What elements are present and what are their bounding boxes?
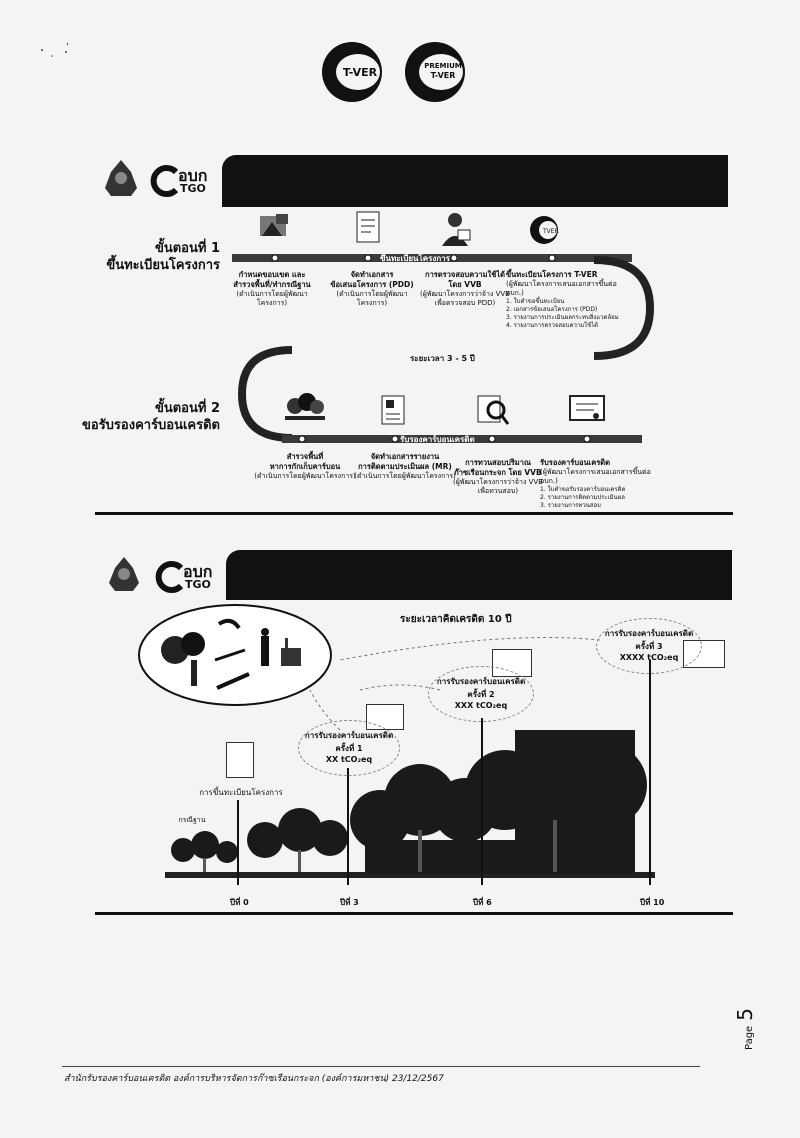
survey-icon: [258, 212, 290, 246]
section1-bottom-rule: [95, 512, 733, 515]
report-icon: [380, 394, 408, 430]
step1-label: ขั้นตอนที่ 1 ขึ้นทะเบียนโครงการ: [106, 241, 220, 273]
certificate-icon: [568, 394, 606, 428]
registration-label: การขึ้นทะเบียนโครงการ: [199, 788, 283, 797]
year-label: ปีที่ 6: [473, 898, 492, 907]
tgo-logo: อบก TGO: [150, 164, 230, 198]
step2-item-certification: รับรองคาร์บอนเครดิต (ผู้พัฒนาโครงการเสนอเอกสารขึ้นต่อ อบก.) 1. ใบคำขอรับรองคาร์บอนเครดิต 2. รายงานการติดตามประเมินผล 3. รายงานการทวนสอบ: [540, 458, 651, 509]
svg-text:TVER: TVER: [543, 228, 559, 235]
premium-tver-logo: PREMIUM T-VER: [405, 42, 465, 102]
crediting-period-title: ระยะเวลาคิดเครดิต 10 ปี: [400, 614, 512, 625]
page-number: Page 5: [733, 1007, 757, 1050]
step2-item-monitoring: จัดทำเอกสารรายงาน การติดตามประเมินผล (MR) (ดำเนินการโดยผู้พัฒนาโครงการ): [354, 452, 456, 480]
step1-item-validation: การตรวจสอบความใช้ได้ โดย VVB (ผู้พัฒนาโครงการว่าจ้าง VVB เพื่อตรวจสอบ PDD): [420, 270, 510, 307]
year-label: ปีที่ 10: [640, 898, 665, 907]
cert-bubble-1: การรับรองคาร์บอนเครดิต ครั้งที่ 1 XX tCO₂eq: [298, 720, 400, 776]
step1-item-pdd: จัดทำเอกสาร ข้อเสนอโครงการ (PDD) (ดำเนินการโดยผู้พัฒนาโครงการ): [330, 270, 414, 307]
step2-item-survey: สำรวจพื้นที่ หาการกักเก็บคาร์บอน (ดำเนินการโดยผู้พัฒนาโครงการ): [254, 452, 356, 480]
year-label: ปีที่ 3: [340, 898, 359, 907]
step1-ribbon-label: ขึ้นทะเบียนโครงการ: [380, 254, 450, 263]
tver-badge-icon: [528, 214, 560, 250]
thai-emblem-icon: [103, 158, 139, 202]
document-icon: [355, 210, 383, 248]
registration-document: [226, 742, 254, 778]
cert-bubble-3: การรับรองคาร์บอนเครดิต ครั้งที่ 3 XXXX tCO₂eq: [596, 618, 702, 674]
baseline-label: กรณีฐาน: [178, 816, 206, 824]
footer-credit: สำนักรับรองคาร์บอนเครดิต องค์การบริหารจัดการก๊าซเรือนกระจก (องค์การมหาชน) 23/12/2567: [64, 1074, 444, 1084]
section2-banner: [226, 550, 732, 600]
section1-banner: [222, 155, 728, 207]
magnifier-icon: [476, 394, 510, 430]
tver-logo: T-VER: [322, 42, 382, 102]
step1-item-registration: ขึ้นทะเบียนโครงการ T-VER (ผู้พัฒนาโครงการเสนอเอกสารขึ้นต่อ อบก.) 1. ใบคำขอขึ้นทะเบียน 2. เอกสารข้อเสนอโครงการ (PDD) 3. รายงานการประเมินผลกระทบสิ่งแวดล้อม 4. รายงานการตรวจสอบความใช้ได้: [506, 270, 619, 329]
step2-ribbon-label: รับรองคาร์บอนเครดิต: [400, 435, 475, 444]
year-label: ปีที่ 0: [230, 898, 249, 907]
footer-rule: [62, 1066, 700, 1067]
tgo-logo: อบก TGO: [155, 560, 235, 594]
scan-specks: [38, 38, 68, 58]
auditor-icon: [438, 210, 472, 250]
step1-item-scope: กำหนดขอบเขต และ สำรวจพื้นที่/ทำกรณีฐาน (ดำเนินการโดยผู้พัฒนาโครงการ): [233, 270, 311, 307]
forest-icon: [285, 392, 325, 426]
step2-item-verification: การทวนสอบปริมาณ ก๊าซเรือนกระจก โดย VVB (ผู้พัฒนาโครงการว่าจ้าง VVB เพื่อทวนสอบ): [453, 458, 543, 495]
step2-label: ขั้นตอนที่ 2 ขอรับรองคาร์บอนเครดิต: [82, 401, 220, 433]
cert-bubble-2: การรับรองคาร์บอนเครดิต ครั้งที่ 2 XXX tCO₂eq: [428, 666, 534, 722]
section2-bottom-rule: [95, 912, 733, 915]
duration-label: ระยะเวลา 3 - 5 ปี: [410, 354, 475, 363]
thai-emblem-icon: [107, 555, 141, 597]
